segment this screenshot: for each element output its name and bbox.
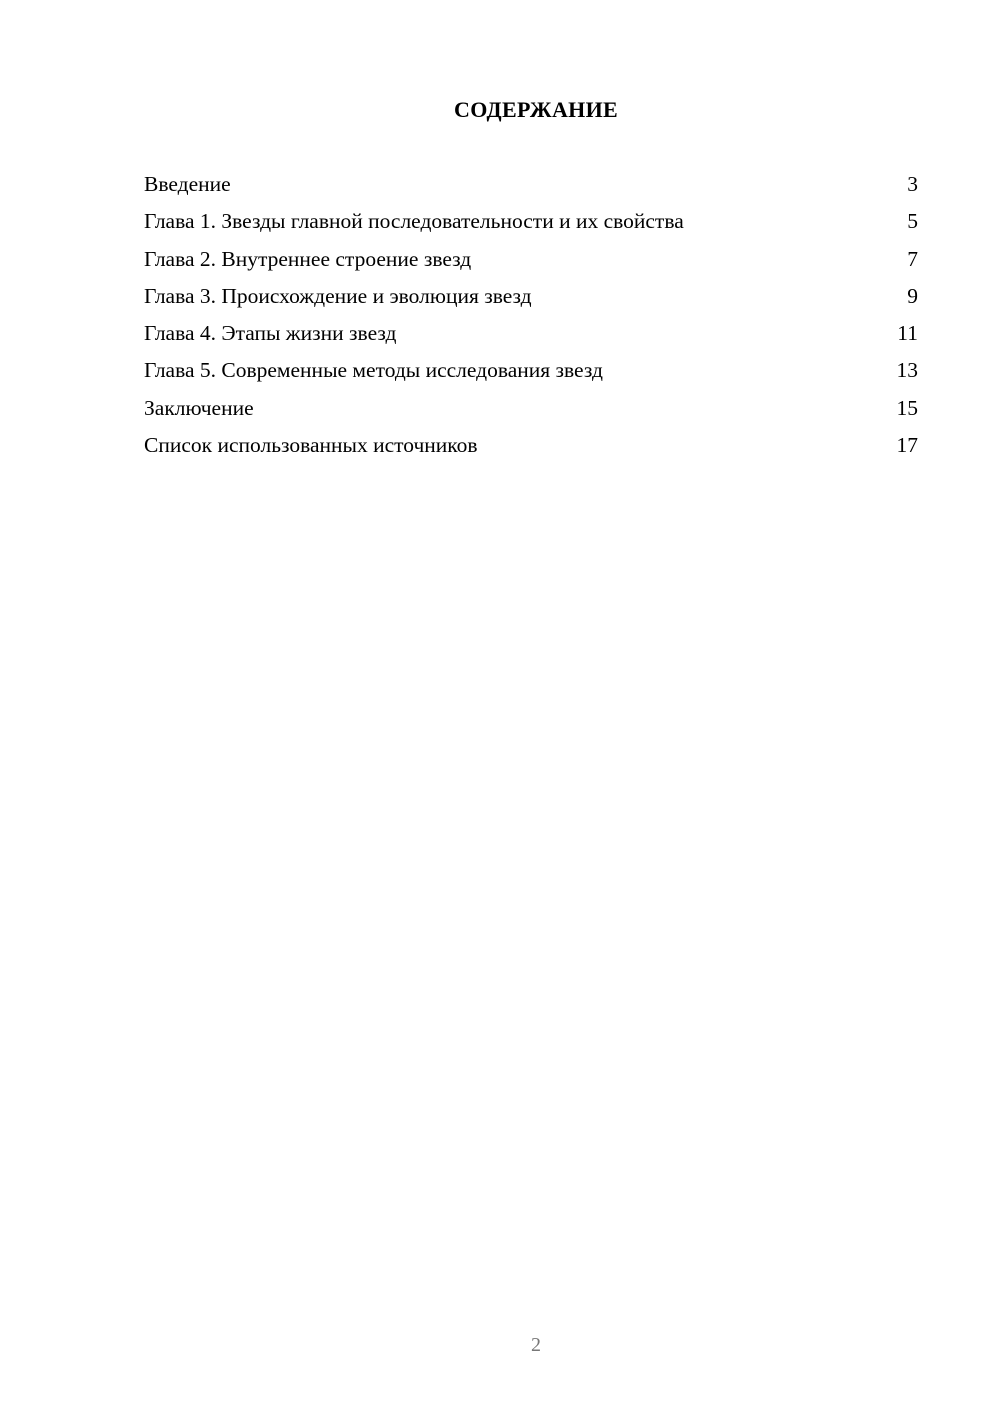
- toc-entry-label: Глава 4. Этапы жизни звезд: [144, 321, 397, 346]
- toc-entry-page: 11: [897, 321, 918, 346]
- toc-entry-conclusion: [144, 393, 918, 430]
- toc-entry-label: Введение: [144, 172, 231, 196]
- toc-entry-page: 13: [896, 358, 918, 383]
- toc-entry-label: Заключение: [144, 395, 254, 420]
- toc-entry-chapter-1: [144, 206, 918, 243]
- toc-entry-page: 17: [896, 433, 918, 458]
- toc-entry-page: 3: [907, 172, 918, 196]
- table-of-contents: [144, 169, 918, 467]
- toc-entry-chapter-5: [144, 355, 918, 392]
- toc-entry-page: 5: [907, 209, 918, 234]
- toc-entry-label: Глава 3. Происхождение и эволюция звезд: [144, 283, 532, 308]
- toc-entry-label: Глава 1. Звезды главной последовательности и их свойства: [144, 209, 684, 234]
- toc-entry-introduction: [144, 169, 918, 206]
- page-number: 2: [531, 1334, 541, 1356]
- toc-entry-label: Глава 2. Внутреннее строение звезд: [144, 246, 472, 271]
- toc-entry-page: 7: [907, 246, 918, 271]
- toc-entry-page: 9: [907, 283, 918, 308]
- toc-entry-references: [144, 430, 918, 467]
- toc-entry-chapter-2: [144, 244, 918, 281]
- toc-entry-label: Глава 5. Современные методы исследования звезд: [144, 358, 603, 383]
- toc-entry-label: Список использованных источников: [144, 433, 478, 458]
- page-title: СОДЕРЖАНИЕ: [454, 97, 618, 122]
- toc-entry-chapter-4: [144, 318, 918, 355]
- toc-entry-chapter-3: [144, 281, 918, 318]
- toc-entry-page: 15: [896, 395, 918, 420]
